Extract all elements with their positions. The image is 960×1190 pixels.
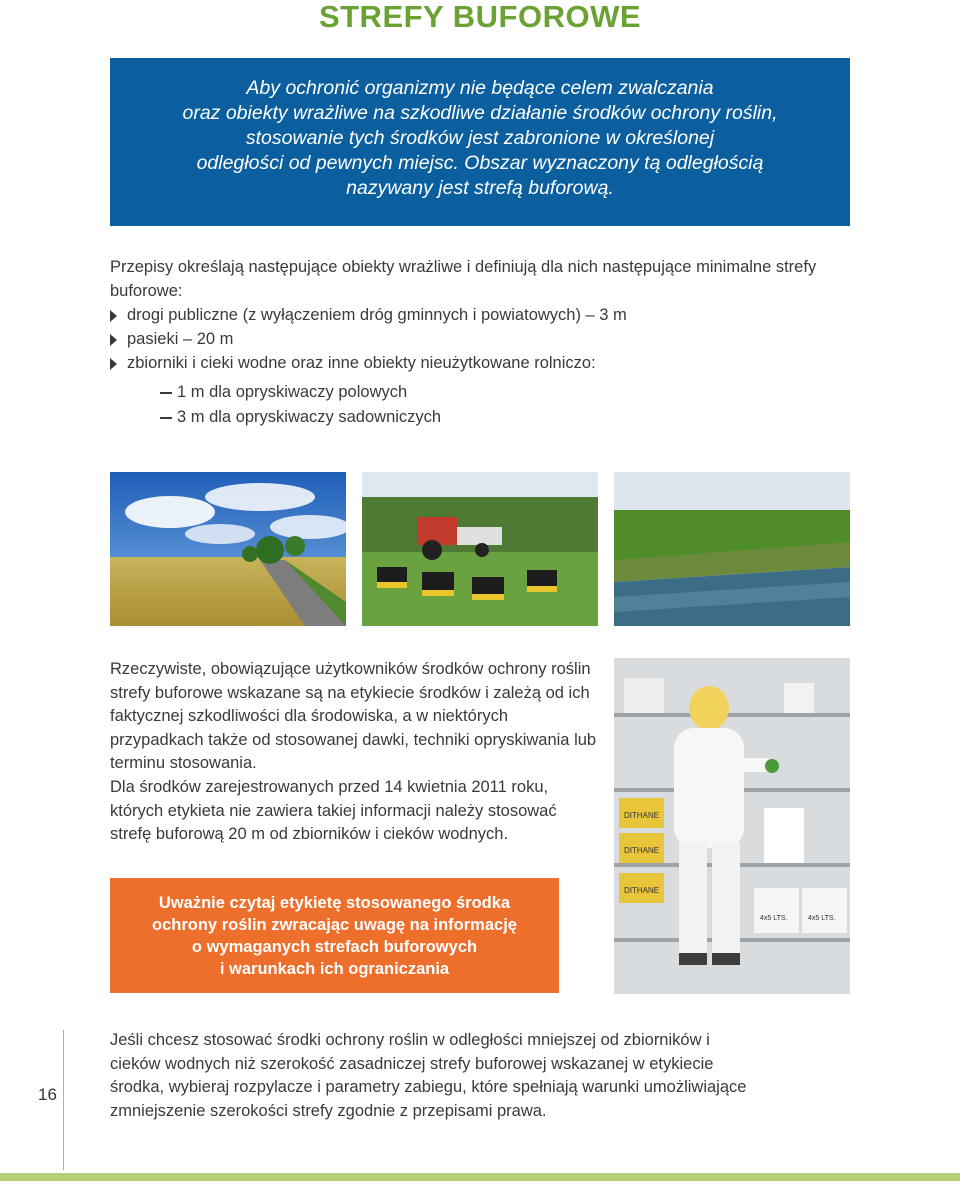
sublist-item-text: 1 m dla opryskiwaczy polowych [177, 383, 408, 401]
box-label: 4x5 LTS. [808, 915, 836, 922]
list-item [110, 303, 830, 327]
sublist-item [160, 405, 441, 430]
label-buffer-paragraph: Rzeczywiste, obowiązujące użytkowników środków ochrony roślin strefy buforowe wskazane są na etykiecie środków i zależą od ich faktycznej szkodliwości dla środowiska, a w niektórych przypadkach także od stosowanej dawki, techniki opryskiwania lub terminu stosowania. [110, 660, 597, 772]
regulations-intro: Przepisy określają następujące obiekty wrażliwe i definiują dla nich następujące minimalne strefy buforowe: [110, 258, 817, 300]
list-item-text: pasieki – 20 m [127, 330, 234, 348]
water-zone-sublist [160, 380, 441, 430]
page-number: 16 [38, 1085, 57, 1104]
list-item-text: zbiorniki i cieki wodne oraz inne obiekty nieużytkowane rolniczo: [127, 354, 596, 372]
intro-box [110, 58, 850, 226]
tractor-beehives-photo [362, 472, 598, 626]
buffer-zone-list [110, 303, 830, 375]
warning-box [110, 878, 559, 993]
list-item [110, 351, 830, 375]
box-label: 4x5 LTS. [760, 915, 788, 922]
page-divider [63, 1030, 64, 1170]
page-title: STREFY BUFOROWE [318, 0, 642, 34]
dash-bullet-icon [160, 417, 172, 419]
reduction-paragraph: Jeśli chcesz stosować środki ochrony roślin w odległości mniejszej od zbiorników i cieków wodnych niż szerokość zasadniczej strefy buforowej wskazanej w etykiecie środka, wybieraj rozpylacze i parametry zabiegu, które spełniają warunki umożliwiające zmniejszenie szerokości strefy zgodnie z przepisami prawa. [110, 1031, 747, 1120]
triangle-bullet-icon [110, 334, 117, 346]
product-label: DITHANE [624, 846, 660, 855]
list-item-text: drogi publiczne (z wyłączeniem dróg gminnych i powiatowych) – 3 m [127, 306, 627, 324]
warning-line: o wymaganych strefach buforowych [191, 938, 478, 956]
sublist-item [160, 380, 441, 405]
dash-bullet-icon [160, 392, 172, 394]
intro-line: stosowanie tych środków jest zabronione w określonej [245, 127, 715, 149]
product-label: DITHANE [624, 811, 660, 820]
intro-line: oraz obiekty wrażliwe na szkodliwe działanie środków ochrony roślin, [182, 102, 778, 124]
sublist-item-text: 3 m dla opryskiwaczy sadowniczych [177, 408, 442, 426]
triangle-bullet-icon [110, 358, 117, 370]
intro-line: nazywany jest strefą buforową. [346, 177, 614, 199]
registration-paragraph: Dla środków zarejestrowanych przed 14 kwietnia 2011 roku, których etykieta nie zawiera takiej informacji należy stosować strefę buforową 20 m od zbiorników i cieków wodnych. [110, 778, 557, 843]
list-item [110, 327, 830, 351]
triangle-bullet-icon [110, 310, 117, 322]
product-label: DITHANE [624, 886, 660, 895]
warning-line: ochrony roślin zwracając uwagę na informację [152, 916, 517, 934]
warning-line: i warunkach ich ograniczania [219, 960, 450, 978]
footer-bar [0, 1173, 960, 1181]
canal-field-photo [614, 472, 850, 626]
intro-line: Aby ochronić organizmy nie będące celem zwalczania [246, 77, 714, 99]
protective-suit-worker-photo [614, 658, 850, 994]
intro-line: odległości od pewnych miejsc. Obszar wyznaczony tą odległością [196, 152, 764, 174]
field-road-photo [110, 472, 346, 626]
warning-line: Uważnie czytaj etykietę stosowanego środka [158, 894, 511, 912]
